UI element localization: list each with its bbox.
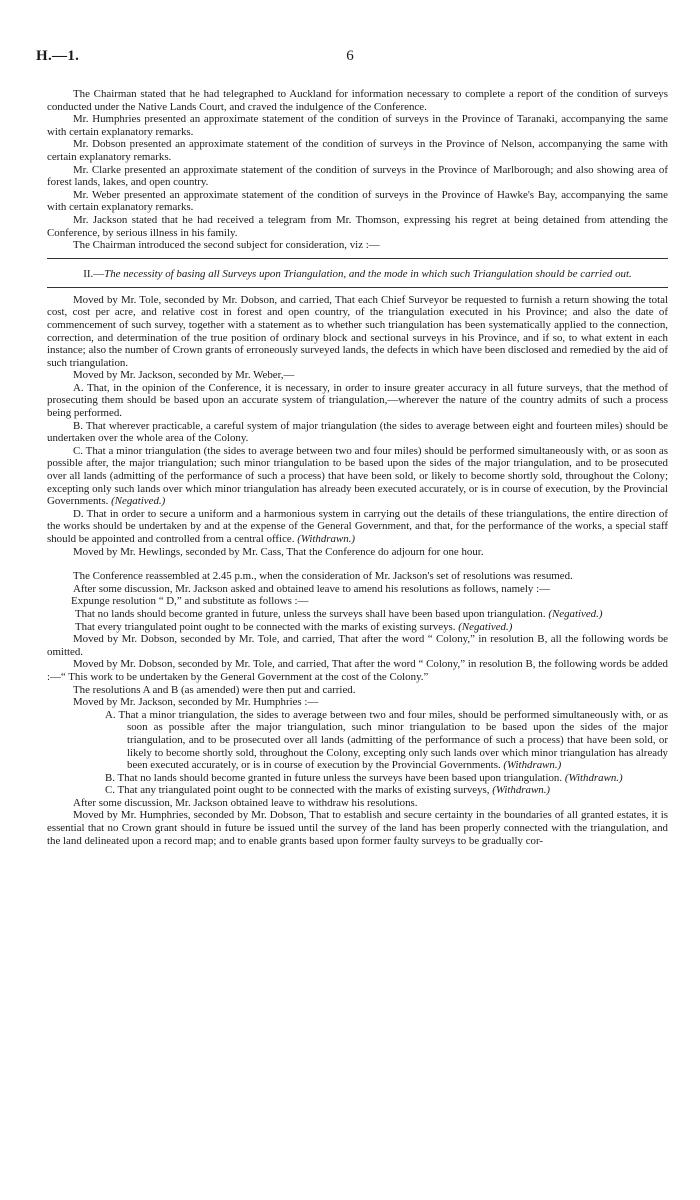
paragraph: Mr. Clarke presented an approximate statement of the condition of surveys in the Province of Marlborough; and also showing area of forest lands, lakes, and open country. (47, 163, 668, 189)
paragraph: The resolutions A and B (as amended) were then put and carried. (73, 683, 356, 696)
section-heading (47, 267, 668, 281)
negatived-note: (Negatived.) (548, 607, 603, 620)
withdrawn-note: (Withdrawn.) (492, 784, 551, 797)
withdrawn-note: (Withdrawn.) (503, 759, 562, 772)
section-number: II.— (83, 267, 105, 280)
paragraph: Moved by Mr. Hewlings, seconded by Mr. Cass, That the Conference do adjourn for one hour. (73, 545, 484, 558)
paragraph: The Chairman stated that he had telegraphed to Auckland for information necessary to complete a report of the condition of surveys conducted under the Native Lands Court, and craved the indulgence of the Conference. (47, 88, 668, 113)
resolution-a: A. That, in the opinion of the Conference, it is necessary, in order to insure greater accuracy in all future surveys, that the method of prosecuting them should be based upon an accurate system of triangulation,—wherever the nature of the country admits of such a process being performed. (47, 381, 668, 420)
paragraph: The Chairman introduced the second subject for consideration, viz :— (73, 239, 380, 252)
paragraph: Mr. Weber presented an approximate statement of the condition of surveys in the Province of Hawke's Bay, accompanying the same with certain explanatory remarks. (47, 188, 668, 214)
resolution-c (47, 784, 668, 797)
withdrawn-note: (Withdrawn.) (297, 533, 356, 545)
paragraph: Mr. Jackson stated that he had received a telegram from Mr. Thomson, expressing his regret at being detained from attending the Conference, by serious illness in his family. (47, 213, 668, 239)
document-reference: H.—1. (36, 48, 80, 64)
resolution-text: C. That a minor triangulation (the sides to average between two and four miles) should be performed simultaneously with, or as soon as possible after, the major triangulation; such minor triangulation to be based upon the sides of the major triangulation, and to be prosecuted over all lands (admitting of the performance of such a process) that have been sold, or likely to become shortly sold, throughout the Colony; excepting only such lands over which minor triangulation has already been executed accurately, or is in course of execution, by the Provincial Governments. (47, 444, 668, 508)
negatived-note: (Negatived.) (111, 495, 166, 508)
paragraph: Mr. Dobson presented an approximate statement of the condition of surveys in the Province of Nelson, accompanying the same with certain explanatory remarks. (47, 138, 668, 163)
paragraph: After some discussion, Mr. Jackson asked and obtained leave to amend his resolutions as follows, namely :— (73, 582, 550, 595)
paragraph: Moved by Mr. Humphries, seconded by Mr. Dobson, That to establish and secure certainty in the boundaries of all granted estates, it is essential that no Crown grant should in future be issued until the survey of the land has been properly connected with the triangulation, and the land delineated upon a record map; and to enable grants based upon former faulty surveys to be gradually cor- (47, 809, 668, 847)
withdrawn-note: (Withdrawn.) (564, 771, 623, 784)
resolution-d (47, 508, 668, 546)
spacer (47, 558, 668, 570)
page-header (36, 48, 664, 70)
paragraph: Moved by Mr. Dobson, seconded by Mr. Tole, and carried, That after the word “ Colony,” in resolution B, the following words be added :—“ This work to be undertaken by the General Government at the cost of the Colony.” (47, 658, 668, 683)
resolution-text: C. That any triangulated point ought to be connected with the marks of existing surveys, (105, 784, 490, 797)
paragraph: Moved by Mr. Dobson, seconded by Mr. Tole, and carried, That after the word “ Colony,” in resolution B, all the following words be omitted. (47, 633, 668, 658)
section-title: The necessity of basing all Surveys upon Triangulation, and the mode in which such Triangulation should be carried out. (104, 267, 632, 280)
paragraph: The Conference reassembled at 2.45 p.m., when the consideration of Mr. Jackson's set of resolutions was resumed. (73, 570, 573, 583)
resolution-text: A. That a minor triangulation, the sides to average between two and four miles, should be performed simultaneously with, or as soon as possible after the major triangulation, such minor triangulation to be based upon the sides of the major triangulation, and to be prosecuted over all lands (admitting of the performance of such a process) that have been sold, or likely to become shortly sold, throughout the Colony, excepting only such lands over which minor triangulation has already been executed accurately, or is in course of execution by the Provincial Governments. (105, 708, 668, 772)
divider (47, 258, 668, 259)
document-body (47, 88, 668, 847)
page-number: 6 (346, 48, 354, 64)
paragraph: Moved by Mr. Tole, seconded by Mr. Dobson, and carried, That each Chief Surveyor be requested to furnish a return showing the total cost, cost per acre, and relative cost in forest and open country, of the triangulation executed in his Province; and also the date of commencement of such survey, together with a statement as to whether such triangulation has been systematically applied to the connection, correction, and determination of the true position of ordinary block and sectional surveys in his Province, and if so, to what extent in each instance; also the number of Crown grants of erroneously surveyed lands, the defects in which have been disclosed and remedied by the aid of such triangulation. (47, 293, 668, 369)
clause-text: That every triangulated point ought to be connected with the marks of existing surveys. (75, 620, 456, 633)
paragraph: Expunge resolution “ D,” and substitute as follows :— (71, 595, 309, 608)
divider (47, 287, 668, 288)
resolution-text: D. That in order to secure a uniform and a harmonious system in carrying out the details of these triangulations, the entire direction of the works should be undertaken by and at the expense of the General Government, and that, for the performance of the works, a special staff should be appointed and controlled from a central office. (47, 507, 668, 545)
paragraph: Moved by Mr. Jackson, seconded by Mr. Weber,— (73, 369, 295, 382)
resolution-text: B. That no lands should become granted in future unless the surveys have been based upon triangulation. (105, 771, 563, 784)
resolution-b (47, 772, 668, 785)
substitute-clause (47, 608, 668, 621)
paragraph: Moved by Mr. Jackson, seconded by Mr. Humphries :— (73, 696, 319, 709)
resolution-b: B. That wherever practicable, a careful system of major triangulation (the sides to average between eight and fourteen miles) should be undertaken over the whole area of the Colony. (47, 419, 668, 445)
negatived-note: (Negatived.) (458, 620, 513, 633)
resolution-a (47, 709, 668, 772)
paragraph: After some discussion, Mr. Jackson obtained leave to withdraw his resolutions. (73, 796, 418, 809)
substitute-clause (47, 621, 668, 634)
clause-text: That no lands should become granted in future, unless the surveys shall have been based upon triangulation. (75, 607, 546, 620)
resolution-c (47, 445, 668, 508)
paragraph: Mr. Humphries presented an approximate statement of the condition of surveys in the Province of Taranaki, accompanying the same with certain explanatory remarks. (47, 113, 668, 138)
